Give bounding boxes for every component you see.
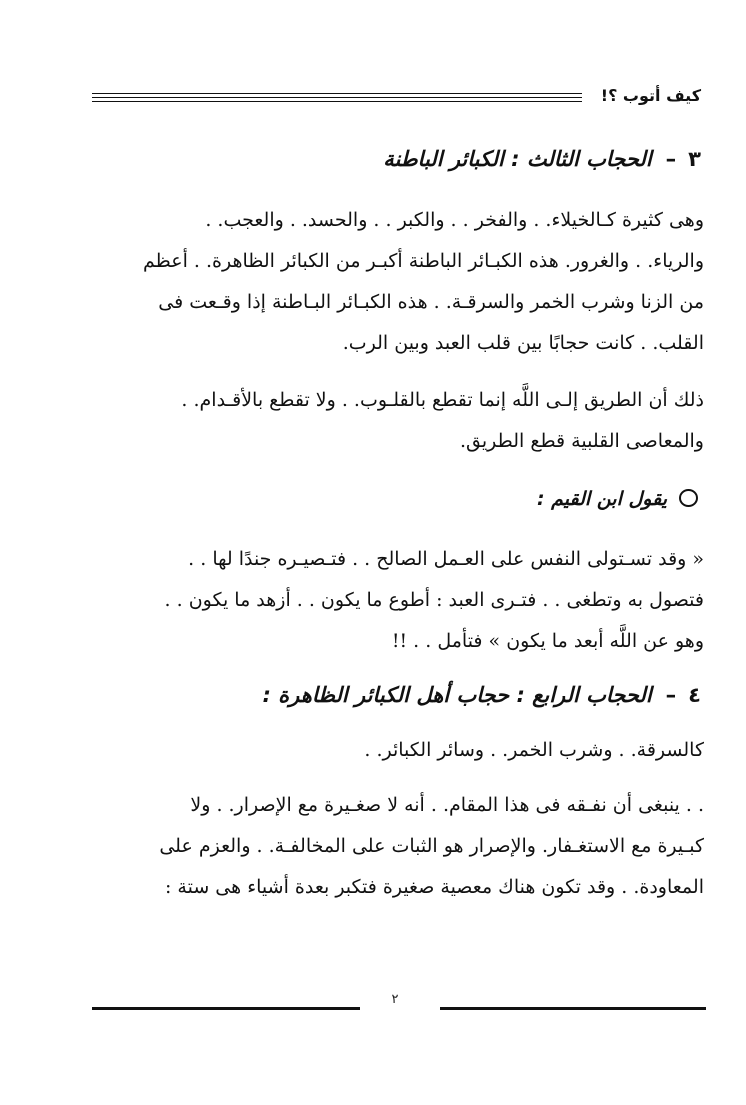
section-3-paragraph-2	[86, 380, 704, 462]
section-3-heading	[92, 147, 701, 171]
section-4-heading	[92, 683, 701, 707]
text-line: المعاودة. . وقد تكون هناك معصية صغيرة فتكبر بعدة أشياء هى ستة :	[164, 876, 704, 898]
heading-dash: –	[665, 147, 677, 171]
section-4-paragraph-1	[86, 730, 704, 771]
text-line: والرياء. . والغرور. هذه الكبـائر الباطنة أكبـر من الكبائر الظاهرة. . أعظم	[143, 250, 704, 272]
text-line: كالسرقة. . وشرب الخمر. . وسائر الكبائر. .	[364, 739, 704, 761]
header-rule	[92, 101, 582, 102]
text-line: فتصول به وتطغى . . فتـرى العبد : أطوع ما يكون . . أزهد ما يكون . .	[164, 589, 704, 611]
ibn-qayyim-heading	[92, 488, 698, 510]
footer-rule-left	[92, 1007, 360, 1010]
section-4-number: ٤	[688, 683, 701, 707]
running-header	[92, 86, 701, 112]
text-line: وهى كثيرة كـالخيلاء. . والفخر . . والكبر . . والحسد. . والعجب. .	[205, 209, 704, 231]
section-3-paragraph-1	[86, 200, 704, 364]
section-4-title: الحجاب الرابع : حجاب أهل الكبائر الظاهرة :	[262, 683, 652, 707]
text-line: كبـيرة مع الاستغـفار. والإصرار هو الثبات على المخالفـة. . والعزم على	[159, 835, 704, 857]
text-line: وهو عن اللَّه أبعد ما يكون » فتأمل . . !!	[391, 630, 704, 652]
header-rule	[92, 93, 582, 94]
section-4-paragraph-2	[86, 785, 704, 908]
heading-dash: –	[665, 683, 677, 707]
text-line: ذلك أن الطريق إلـى اللَّه إنما تقطع بالقلـوب. . ولا تقطع بالأقـدام. .	[181, 389, 704, 411]
text-line: . . ينبغى أن نفـقه فى هذا المقام. . أنه لا صغـيرة مع الإصرار. . ولا	[190, 794, 704, 816]
text-line: من الزنا وشرب الخمر والسرقـة. . هذه الكبـائر البـاطنة إذا وقـعت فى	[158, 291, 704, 313]
section-3-title: الحجاب الثالث : الكبائر الباطنة	[383, 147, 652, 171]
ibn-qayyim-quote	[86, 539, 704, 662]
text-line: القلب. . كانت حجابًا بين قلب العبد وبين الرب.	[342, 332, 704, 354]
running-title: كيف أتوب ؟!	[600, 86, 701, 105]
text-line: والمعاصى القلبية قطع الطريق.	[460, 430, 704, 452]
circle-icon	[679, 489, 698, 507]
page-number: ٢	[391, 992, 399, 1007]
footer-rule-right	[440, 1007, 706, 1010]
section-3-number: ٣	[688, 147, 701, 171]
header-rule	[92, 97, 582, 98]
ibn-qayyim-title: يقول ابن القيم :	[536, 488, 667, 510]
text-line: « وقد تسـتولى النفس على العـمل الصالح . . فتـصيـره جندًا لها . .	[188, 548, 704, 570]
